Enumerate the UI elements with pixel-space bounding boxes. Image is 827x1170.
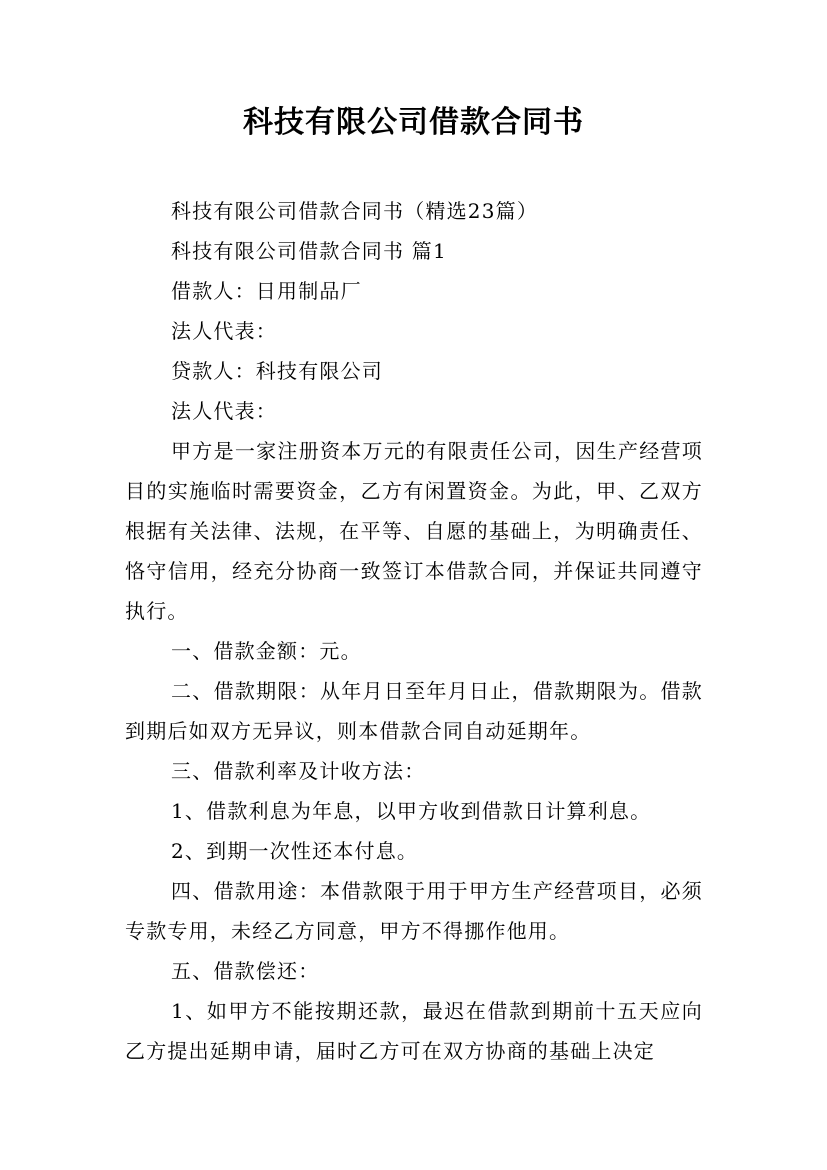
subtitle-paragraph: 科技有限公司借款合同书（精选23篇）: [171, 199, 539, 223]
interest-item-1-paragraph: 1、借款利息为年息，以甲方收到借款日计算利息。: [171, 799, 652, 823]
preamble-paragraph: 甲方是一家注册资本万元的有限责任公司，因生产经营项目的实施临时需要资金，乙方有闲置资金。为此，甲、乙双方根据有关法律、法规，在平等、自愿的基础上，为明确责任、恪守信用，经充分协商一致签订本借款合同，并保证共同遵守执行。: [125, 439, 703, 623]
borrower-paragraph: 借款人：日用制品厂: [171, 279, 362, 303]
document-body: [125, 191, 703, 1071]
document-title: 科技有限公司借款合同书: [243, 105, 584, 140]
section-heading-paragraph: 科技有限公司借款合同书 篇1: [171, 239, 447, 263]
repayment-heading-paragraph: 五、借款偿还：: [171, 959, 320, 983]
lender-paragraph: 贷款人：科技有限公司: [171, 359, 383, 383]
borrower-legal-rep-paragraph: 法人代表：: [171, 319, 277, 343]
repayment-item-1-paragraph: 1、如甲方不能按期还款，最迟在借款到期前十五天应向乙方提出延期申请，届时乙方可在双方协商的基础上决定: [125, 999, 703, 1063]
loan-term-paragraph: 二、借款期限：从年月日至年月日止，借款期限为。借款到期后如双方无异议，则本借款合同自动延期年。: [125, 679, 703, 743]
interest-heading-paragraph: 三、借款利率及计收方法：: [171, 759, 426, 783]
lender-legal-rep-paragraph: 法人代表：: [171, 399, 277, 423]
interest-item-2-paragraph: 2、到期一次性还本付息。: [171, 839, 419, 863]
loan-amount-paragraph: 一、借款金额：元。: [171, 639, 362, 663]
loan-purpose-paragraph: 四、借款用途：本借款限于用于甲方生产经营项目，必须专款专用，未经乙方同意，甲方不得挪作他用。: [125, 879, 703, 943]
